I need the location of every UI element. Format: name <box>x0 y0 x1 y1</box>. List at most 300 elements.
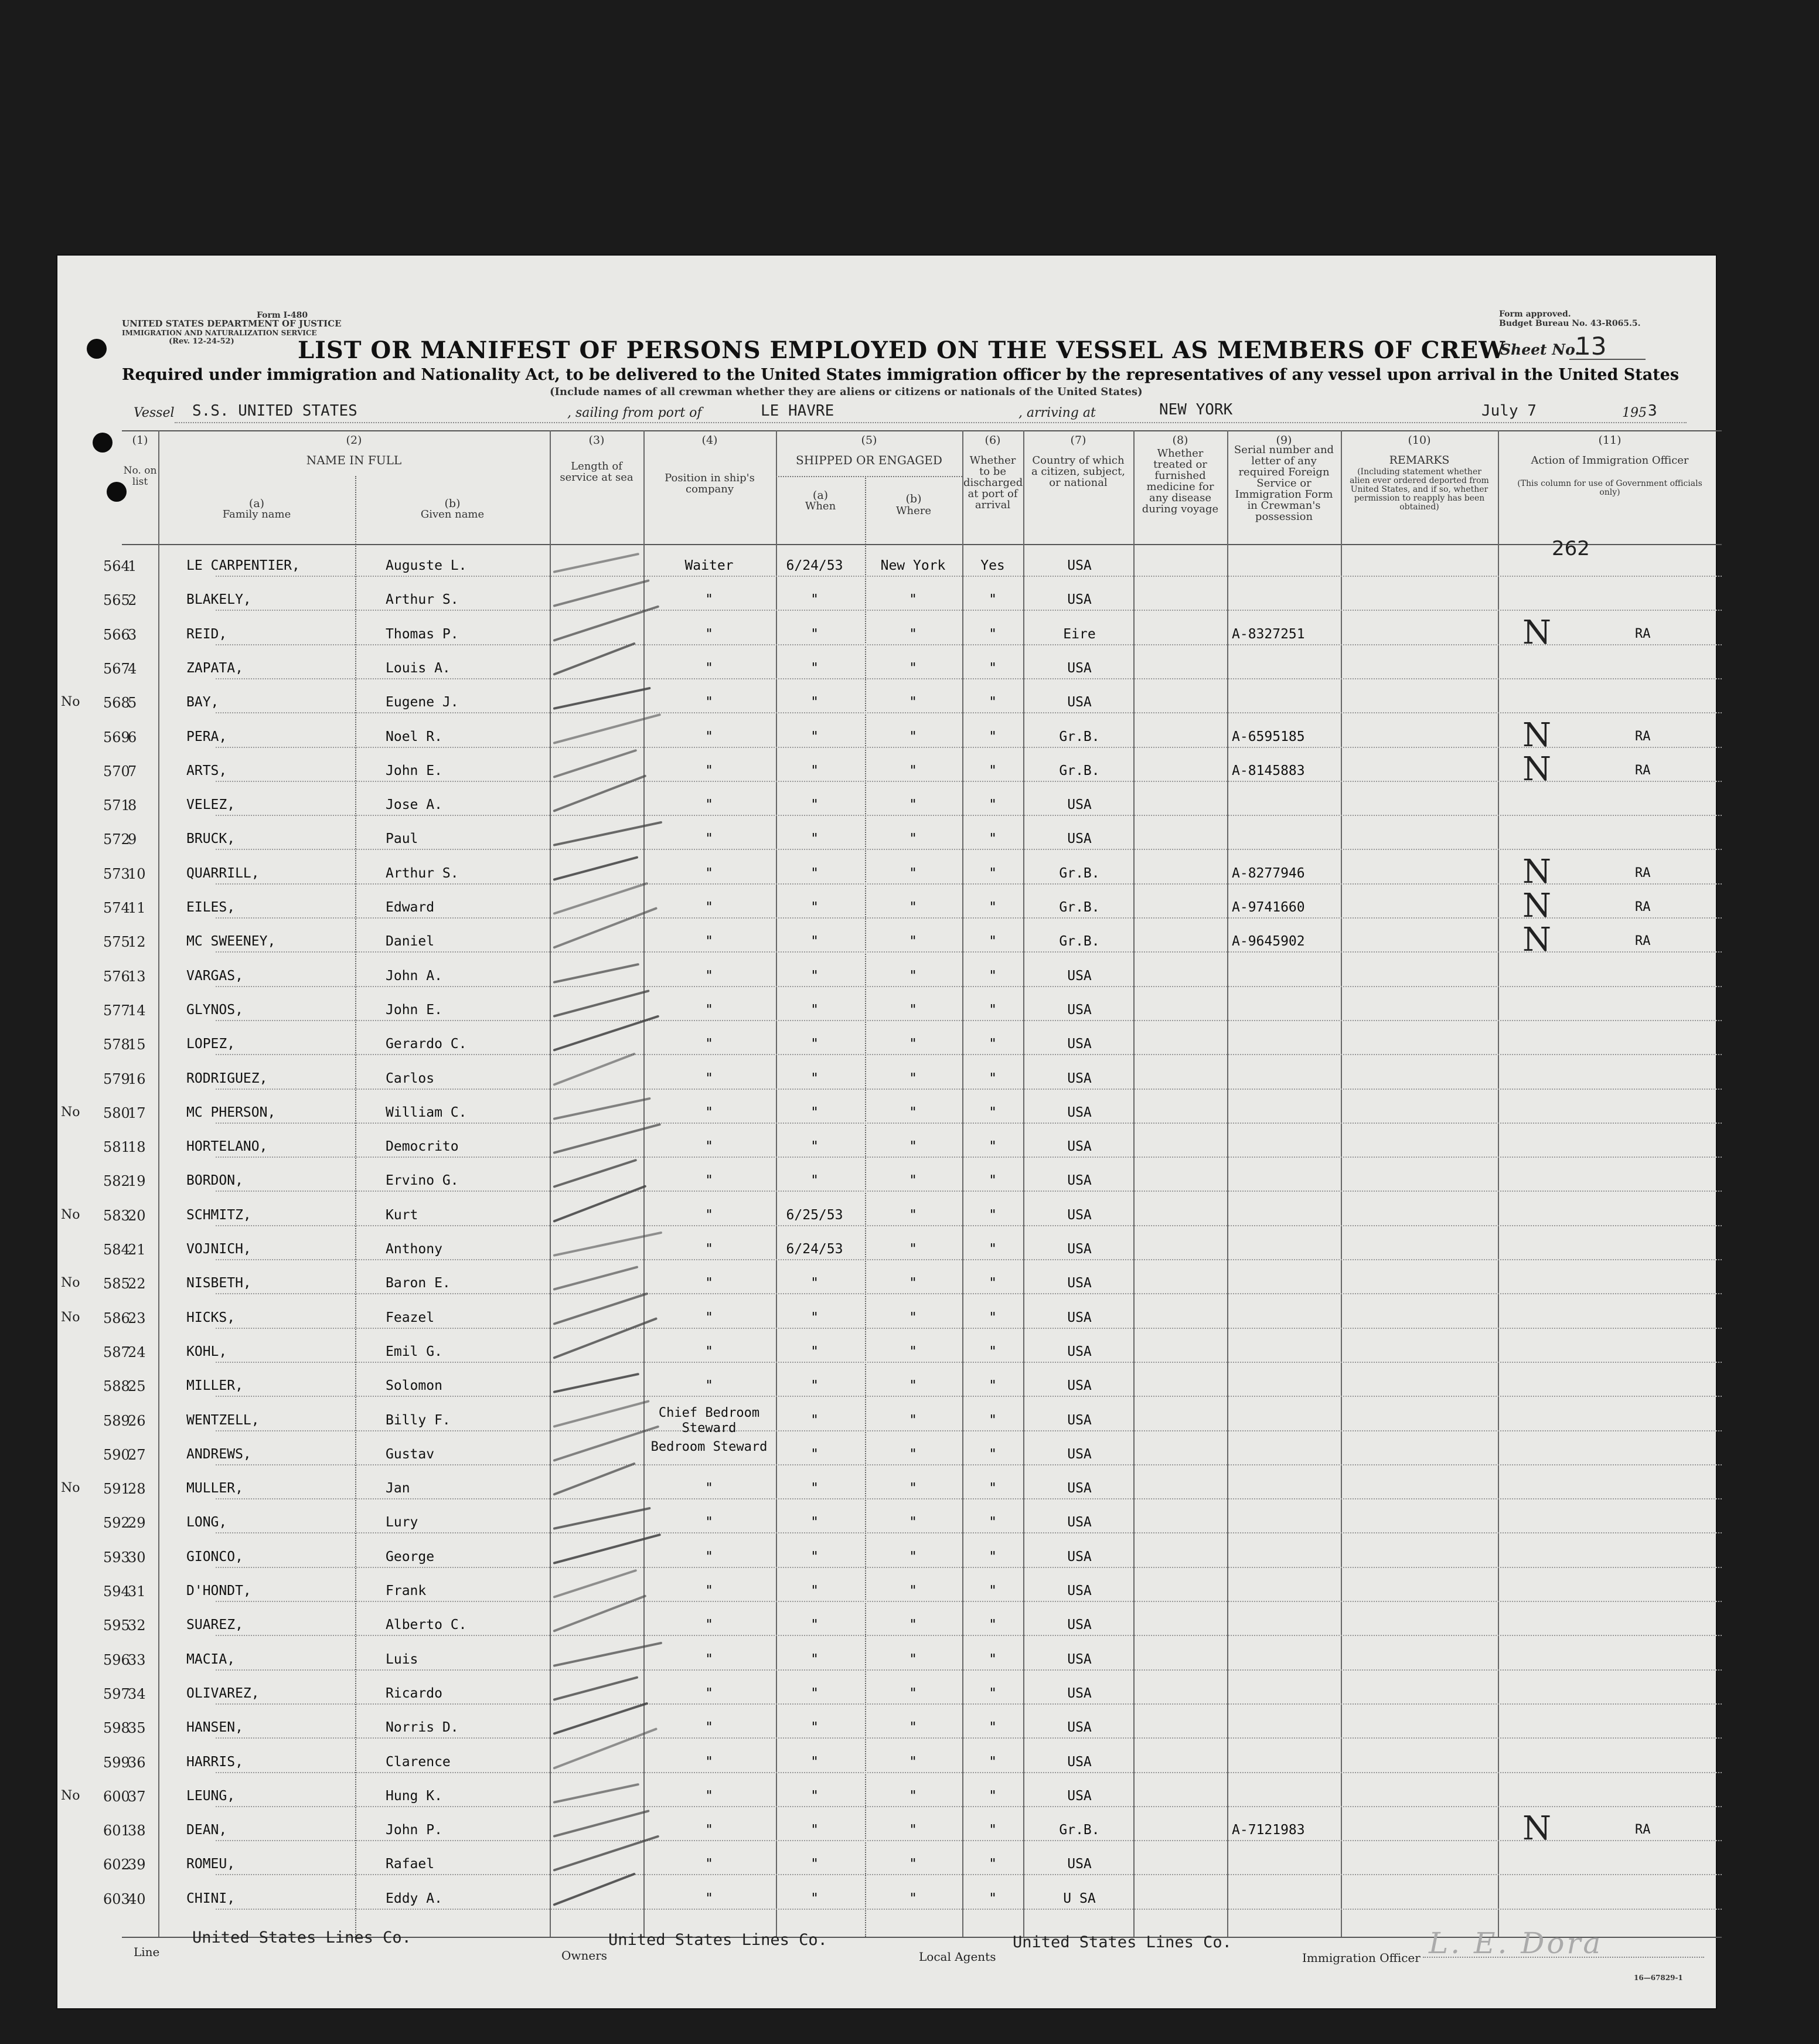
position: " <box>705 831 713 847</box>
serial-number: A-8145883 <box>1232 763 1305 778</box>
shipped-where: " <box>909 1173 917 1189</box>
row-number: 16 <box>128 1070 146 1087</box>
row-number: 27 <box>128 1446 146 1463</box>
officer-check-mark: N <box>1522 613 1551 652</box>
row-stamp-number: 573 <box>103 865 130 882</box>
discharged: " <box>989 1378 997 1394</box>
discharged: " <box>989 1856 997 1872</box>
country: USA <box>1067 1276 1092 1291</box>
row-number: 11 <box>128 900 146 916</box>
arrival-port: NEW YORK <box>1159 401 1233 419</box>
col5-number: (5) <box>861 434 877 447</box>
row-stamp-number: 569 <box>103 729 130 746</box>
shipped-when: " <box>810 865 819 881</box>
country: USA <box>1067 797 1092 813</box>
ra-code: RA <box>1635 729 1651 744</box>
row-number: 34 <box>128 1685 146 1702</box>
row-number: 23 <box>128 1310 146 1327</box>
service-pencil-stroke <box>553 1641 663 1667</box>
family-name: RODRIGUEZ, <box>186 1070 268 1086</box>
position: " <box>705 1890 713 1906</box>
row-stamp-number: 592 <box>103 1515 130 1532</box>
service-pencil-stroke <box>553 1232 663 1257</box>
family-name: KOHL, <box>186 1344 227 1359</box>
shipped-where: " <box>909 865 917 881</box>
row-flag: No <box>61 695 80 710</box>
officer-check-mark: N <box>1522 887 1551 925</box>
given-name: Lury <box>386 1515 418 1531</box>
row-rule <box>216 883 1722 885</box>
discharged: " <box>989 831 997 847</box>
row-stamp-number: 590 <box>103 1446 130 1463</box>
shipped-where: " <box>909 1378 917 1394</box>
family-name: LE CARPENTIER, <box>186 558 300 573</box>
shipped-where: " <box>909 1276 917 1291</box>
row-stamp-number: 583 <box>103 1207 130 1224</box>
shipped-where: " <box>909 729 917 744</box>
service-pencil-stroke <box>553 989 649 1018</box>
shipped-where: " <box>909 1890 917 1906</box>
country: U SA <box>1063 1890 1096 1906</box>
row-rule <box>216 1157 1722 1158</box>
col9-number: (9) <box>1276 434 1292 447</box>
officer-check-mark: N <box>1522 1810 1551 1848</box>
position: " <box>705 695 713 710</box>
row-stamp-number: 579 <box>103 1070 130 1087</box>
service-pencil-stroke <box>553 1533 661 1565</box>
discharged: " <box>989 1446 997 1462</box>
departure-port: LE HAVRE <box>761 402 834 420</box>
shipped-when: " <box>810 1344 819 1359</box>
shipped-when: " <box>810 934 819 950</box>
row-number: 19 <box>128 1173 146 1190</box>
row-number: 37 <box>128 1788 146 1805</box>
shipped-when: " <box>810 1002 819 1018</box>
serial-number: A-7121983 <box>1232 1822 1305 1838</box>
row-rule <box>216 1054 1722 1055</box>
service-pencil-stroke <box>553 1292 648 1325</box>
country: Gr.B. <box>1059 865 1100 881</box>
row-stamp-number: 570 <box>103 763 130 780</box>
discharged: " <box>989 1276 997 1291</box>
given-name: Feazel <box>386 1310 435 1325</box>
country: USA <box>1067 1788 1092 1804</box>
family-name: SUAREZ, <box>186 1617 243 1633</box>
col3-number: (3) <box>588 434 605 447</box>
discharged: " <box>989 626 997 642</box>
family-name: GIONCO, <box>186 1549 243 1565</box>
country: Gr.B. <box>1059 1822 1100 1838</box>
col6-label: Whether to be discharged at port of arrival <box>963 454 1023 511</box>
shipped-where: " <box>909 934 917 950</box>
given-name: Arthur S. <box>386 865 459 881</box>
officer-check-mark: N <box>1522 716 1551 754</box>
given-name: Paul <box>386 831 418 847</box>
service-pencil-stroke <box>553 1159 637 1188</box>
row-rule <box>216 1089 1722 1090</box>
row-rule <box>216 1259 1722 1260</box>
country: USA <box>1067 1685 1092 1701</box>
service-pencil-stroke <box>553 1266 638 1291</box>
service-pencil-stroke <box>553 553 640 573</box>
row-stamp-number: 567 <box>103 660 130 677</box>
position: " <box>705 1515 713 1531</box>
shipped-where: " <box>909 1617 917 1633</box>
owners-name: United States Lines Co. <box>608 1931 827 1949</box>
row-flag: No <box>61 1104 80 1120</box>
shipped-where: " <box>909 660 917 676</box>
row-stamp-number: 580 <box>103 1104 130 1121</box>
shipped-when: " <box>810 695 819 710</box>
row-stamp-number: 574 <box>103 900 130 916</box>
position: " <box>705 797 713 813</box>
form-revision: (Rev. 12-24-52) <box>169 337 234 346</box>
serial-number: A-8327251 <box>1232 626 1305 642</box>
shipped-when: " <box>810 968 819 984</box>
row-stamp-number: 602 <box>103 1856 130 1873</box>
row-stamp-number: 586 <box>103 1310 130 1327</box>
country: Gr.B. <box>1059 900 1100 915</box>
header-top-rule <box>122 430 1722 431</box>
row-stamp-number: 599 <box>103 1754 130 1771</box>
country: USA <box>1067 695 1092 710</box>
family-name: BRUCK, <box>186 831 236 847</box>
given-name: Hung K. <box>386 1788 442 1804</box>
position: " <box>705 934 713 950</box>
shipped-where: " <box>909 1515 917 1531</box>
shipped-where: " <box>909 1856 917 1872</box>
shipped-where: " <box>909 1822 917 1838</box>
family-name: BAY, <box>186 695 219 710</box>
discharged: " <box>989 1242 997 1257</box>
row-number: 10 <box>128 865 146 882</box>
shipped-when: " <box>810 1276 819 1291</box>
row-stamp-number: 572 <box>103 831 130 848</box>
given-name: Jose A. <box>386 797 442 813</box>
running-total: 262 <box>1552 537 1590 560</box>
shipped-when: " <box>810 1036 819 1052</box>
col-divider <box>1341 430 1342 1937</box>
col2-number: (2) <box>346 434 362 447</box>
given-name: John P. <box>386 1822 442 1838</box>
country: USA <box>1067 1651 1092 1667</box>
service-pencil-stroke <box>553 1052 635 1086</box>
print-code: 16—67829-1 <box>1634 1974 1683 1982</box>
discharged: " <box>989 763 997 778</box>
row-number: 20 <box>128 1207 146 1224</box>
col-divider <box>355 476 356 1937</box>
col5a-label: When <box>805 500 836 512</box>
row-number: 13 <box>128 968 146 985</box>
country: USA <box>1067 1583 1092 1599</box>
shipped-where: " <box>909 900 917 915</box>
service-pencil-stroke <box>553 1317 658 1359</box>
shipped-where: " <box>909 626 917 642</box>
col2a-number: (a) <box>248 497 265 510</box>
row-stamp-number: 571 <box>103 797 130 814</box>
country: USA <box>1067 1310 1092 1325</box>
sheet-number-rule <box>1569 359 1646 360</box>
col2-label: NAME IN FULL <box>306 453 402 467</box>
service-pencil-stroke <box>553 1872 635 1906</box>
row-stamp-number: 598 <box>103 1720 130 1737</box>
service-pencil-stroke <box>553 713 661 744</box>
col-divider <box>1023 430 1024 1937</box>
service-pencil-stroke <box>553 856 638 881</box>
col7-number: (7) <box>1070 434 1086 447</box>
row-stamp-number: 587 <box>103 1344 130 1361</box>
row-stamp-number: 578 <box>103 1036 130 1053</box>
row-number: 14 <box>128 1002 146 1019</box>
shipped-when: " <box>810 1754 819 1770</box>
family-name: DEAN, <box>186 1822 227 1838</box>
country: Gr.B. <box>1059 934 1100 950</box>
row-number: 30 <box>128 1549 146 1566</box>
voyage-rule <box>175 422 1687 423</box>
shipped-where: " <box>909 763 917 778</box>
row-rule <box>216 1737 1722 1739</box>
service-pencil-stroke <box>553 1507 651 1530</box>
discharged: " <box>989 968 997 984</box>
given-name: Solomon <box>386 1378 442 1394</box>
shipped-where: " <box>909 1549 917 1565</box>
family-name: REID, <box>186 626 227 642</box>
position: " <box>705 1754 713 1770</box>
manifest-sheet <box>57 256 1716 2008</box>
discharged: " <box>989 592 997 608</box>
shipped-when: " <box>810 797 819 813</box>
position: " <box>705 1651 713 1667</box>
country: Eire <box>1063 626 1096 642</box>
family-name: HARRIS, <box>186 1754 243 1770</box>
service-pencil-stroke <box>553 1676 638 1701</box>
row-rule <box>216 1225 1722 1226</box>
row-rule <box>216 1328 1722 1329</box>
col-divider <box>643 430 645 1937</box>
shipped-where: New York <box>880 558 946 573</box>
row-number: 15 <box>128 1036 146 1053</box>
shipped-where: " <box>909 1446 917 1462</box>
shipped-where: " <box>909 1070 917 1086</box>
given-name: Alberto C. <box>386 1617 467 1633</box>
shipped-when: 6/25/53 <box>786 1207 843 1223</box>
arrival-year-prefix: 195 <box>1622 406 1647 420</box>
officer-signature: L. E. Dora <box>1429 1926 1603 1960</box>
country: USA <box>1067 1173 1092 1189</box>
position: " <box>705 1173 713 1189</box>
position: " <box>705 1002 713 1018</box>
country: USA <box>1067 592 1092 608</box>
given-name: Auguste L. <box>386 558 467 573</box>
shipped-where: " <box>909 968 917 984</box>
shipped-when: " <box>810 1685 819 1701</box>
position: " <box>705 1139 713 1155</box>
family-name: MACIA, <box>186 1651 236 1667</box>
row-rule <box>216 678 1722 679</box>
position: " <box>705 1344 713 1359</box>
country: USA <box>1067 1515 1092 1531</box>
family-name: LONG, <box>186 1515 227 1531</box>
col10-note: (Including statement whether alien ever ordered deported from United States, and if so, whether permission to reapply has been obtained) <box>1350 467 1489 512</box>
shipped-where: " <box>909 1685 917 1701</box>
row-stamp-number: 568 <box>103 695 130 712</box>
discharged: " <box>989 1617 997 1633</box>
shipped-when: " <box>810 1720 819 1736</box>
row-number: 40 <box>128 1890 146 1907</box>
discharged: " <box>989 1685 997 1701</box>
given-name: Arthur S. <box>386 592 459 608</box>
discharged: " <box>989 1890 997 1906</box>
given-name: Luis <box>386 1651 418 1667</box>
agents-label: Local Agents <box>919 1950 996 1964</box>
position: " <box>705 1310 713 1325</box>
row-rule <box>216 917 1722 919</box>
row-number: 18 <box>128 1139 146 1156</box>
position: " <box>705 729 713 744</box>
col-divider <box>1227 430 1228 1937</box>
service-pencil-stroke <box>553 1373 640 1393</box>
position: " <box>705 1788 713 1804</box>
service-pencil-stroke <box>553 579 649 607</box>
shipped-where: " <box>909 592 917 608</box>
col7-label: Country of which a citizen, subject, or national <box>1031 454 1126 489</box>
shipped-when: " <box>810 1070 819 1086</box>
discharged: " <box>989 729 997 744</box>
row-number: 4 <box>128 660 137 677</box>
discharged: " <box>989 1788 997 1804</box>
shipped-when: " <box>810 831 819 847</box>
ra-code: RA <box>1635 626 1651 641</box>
country: USA <box>1067 1344 1092 1359</box>
position: " <box>705 968 713 984</box>
sailing-label: , sailing from port of <box>567 406 702 420</box>
row-stamp-number: 576 <box>103 968 130 985</box>
row-number: 26 <box>128 1412 146 1429</box>
family-name: MC PHERSON, <box>186 1104 276 1120</box>
position: " <box>705 1481 713 1497</box>
row-number: 28 <box>128 1481 146 1498</box>
given-name: Jan <box>386 1481 410 1497</box>
family-name: EILES, <box>186 900 236 915</box>
arrival-date: July 7 <box>1481 402 1537 420</box>
given-name: John E. <box>386 1002 442 1018</box>
shipped-when: " <box>810 1549 819 1565</box>
row-number: 12 <box>128 934 146 951</box>
row-number: 35 <box>128 1720 146 1737</box>
service-pencil-stroke <box>553 1569 637 1599</box>
discharged: " <box>989 1720 997 1736</box>
family-name: MULLER, <box>186 1481 243 1497</box>
given-name: Norris D. <box>386 1720 459 1736</box>
row-stamp-number: 597 <box>103 1685 130 1702</box>
shipped-where: " <box>909 1481 917 1497</box>
row-rule <box>216 1874 1722 1875</box>
position: " <box>705 1685 713 1701</box>
position: " <box>705 1549 713 1565</box>
punch-hole <box>93 433 113 453</box>
given-name: John A. <box>386 968 442 984</box>
row-number: 7 <box>128 763 137 780</box>
position: " <box>705 763 713 778</box>
col3-label: Length of service at sea <box>560 460 633 484</box>
row-stamp-number: 585 <box>103 1276 130 1293</box>
row-rule <box>216 1806 1722 1807</box>
row-rule <box>216 1464 1722 1465</box>
row-rule <box>216 1840 1722 1841</box>
discharged: " <box>989 1651 997 1667</box>
discharged: " <box>989 1822 997 1838</box>
vessel-label: Vessel <box>134 406 175 420</box>
service-pencil-stroke <box>553 642 635 675</box>
family-name: SCHMITZ, <box>186 1207 251 1223</box>
position: " <box>705 1378 713 1394</box>
shipped-when: 6/24/53 <box>786 558 843 573</box>
position: Bedroom Steward <box>650 1439 768 1454</box>
row-rule <box>216 781 1722 782</box>
given-name: Daniel <box>386 934 435 950</box>
shipped-where: " <box>909 1651 917 1667</box>
position: " <box>705 1104 713 1120</box>
discharged: " <box>989 1344 997 1359</box>
shipped-where: " <box>909 1344 917 1359</box>
shipped-where: " <box>909 1139 917 1155</box>
row-rule <box>216 1772 1722 1773</box>
row-flag: No <box>61 1207 80 1222</box>
row-rule <box>216 1362 1722 1363</box>
given-name: Frank <box>386 1583 427 1599</box>
shipped-where: " <box>909 797 917 813</box>
country: USA <box>1067 1412 1092 1428</box>
row-rule <box>216 1601 1722 1602</box>
punch-hole <box>107 482 127 502</box>
family-name: NISBETH, <box>186 1276 251 1291</box>
position: " <box>705 1720 713 1736</box>
shipped-when: " <box>810 660 819 676</box>
discharged: " <box>989 695 997 710</box>
shipped-when: " <box>810 1310 819 1325</box>
country: USA <box>1067 831 1092 847</box>
service-pencil-stroke <box>553 687 651 710</box>
row-number: 31 <box>128 1583 146 1600</box>
officer-check-mark: N <box>1522 750 1551 788</box>
service-pencil-stroke <box>553 1097 651 1120</box>
form-approved: Form approved. <box>1499 310 1571 319</box>
discharged: " <box>989 1070 997 1086</box>
ra-code: RA <box>1635 934 1651 949</box>
col5a-number: (a) <box>812 489 829 502</box>
row-number: 32 <box>128 1617 146 1634</box>
service-pencil-stroke <box>553 963 640 983</box>
family-name: OLIVAREZ, <box>186 1685 260 1701</box>
given-name: Baron E. <box>386 1276 451 1291</box>
family-name: BORDON, <box>186 1173 243 1189</box>
family-name: HICKS, <box>186 1310 236 1325</box>
signature-rule <box>1423 1957 1704 1958</box>
row-rule <box>216 1293 1722 1294</box>
family-name: MILLER, <box>186 1378 243 1394</box>
position: " <box>705 1207 713 1223</box>
col-divider <box>158 430 159 1937</box>
family-name: VARGAS, <box>186 968 243 984</box>
given-name: Eddy A. <box>386 1890 442 1906</box>
shipped-when: " <box>810 1378 819 1394</box>
family-name: WENTZELL, <box>186 1412 260 1428</box>
shipped-where: " <box>909 695 917 710</box>
service-pencil-stroke <box>553 1702 648 1735</box>
shipped-when: " <box>810 1617 819 1633</box>
position: " <box>705 1036 713 1052</box>
position: " <box>705 1070 713 1086</box>
